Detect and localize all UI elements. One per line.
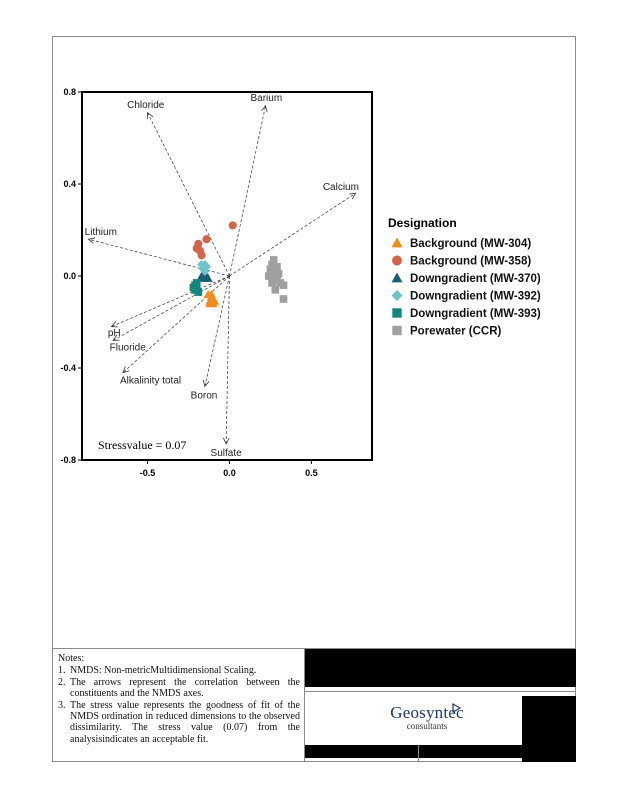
data-point xyxy=(193,279,201,287)
notes-header: Notes: xyxy=(58,653,85,664)
legend-marker xyxy=(392,290,403,301)
y-tick-label: -0.4 xyxy=(60,363,76,373)
legend-label: Background (MW-304) xyxy=(410,238,532,250)
y-tick-label: 0.8 xyxy=(63,87,76,97)
company-logo xyxy=(372,703,482,731)
redacted-block xyxy=(305,649,576,687)
note-number: 3. xyxy=(58,699,66,711)
logo-tagline: consultants xyxy=(406,721,448,731)
note-text: NMDS: Non-metricMultidimensional Scaling. xyxy=(70,665,257,677)
legend-label: Downgradient (MW-392) xyxy=(410,290,541,303)
logo-name: Geosyntec xyxy=(390,703,464,722)
vector-arrow xyxy=(148,113,230,276)
vector-label: Boron xyxy=(190,390,218,402)
legend-marker xyxy=(392,308,401,317)
data-point xyxy=(229,221,237,229)
vector-label: Alkalinity total xyxy=(119,375,182,387)
data-point xyxy=(280,281,288,289)
stress-label: Stressvalue = 0.07 xyxy=(98,438,187,452)
notes-panel xyxy=(52,648,304,762)
vector-arrow xyxy=(123,276,229,373)
vector-label: Lithium xyxy=(84,227,117,239)
vector-label: Fluoride xyxy=(109,342,146,354)
legend-title: Designation xyxy=(388,216,457,230)
data-point xyxy=(191,286,199,294)
y-tick-label: -0.8 xyxy=(60,455,76,465)
data-point xyxy=(272,286,280,294)
redacted-block xyxy=(305,745,522,758)
note-number: 2. xyxy=(58,676,66,688)
vector-arrow xyxy=(229,106,265,276)
legend-marker xyxy=(392,326,401,335)
vector-label: pH xyxy=(107,328,121,340)
note-item xyxy=(58,677,304,700)
data-point xyxy=(202,235,210,243)
y-tick-label: 0.4 xyxy=(63,179,76,189)
data-point xyxy=(280,295,288,303)
note-number: 1. xyxy=(58,665,66,677)
vector-label: Sulfate xyxy=(210,447,242,459)
redacted-block xyxy=(522,696,576,762)
x-tick-label: 0.5 xyxy=(305,468,318,478)
note-item xyxy=(58,665,304,676)
legend-marker xyxy=(392,273,403,283)
note-text: The arrows represent the correlation between the constituents and the NMDS axes. xyxy=(70,676,300,700)
legend-marker xyxy=(392,238,403,248)
vector-arrow xyxy=(113,276,229,340)
note-text: The stress value represents the goodness of fit of the NMDS ordination in reduced dimensions to the observed dissimilarity. The stress value (0.07) from the analysisindicates an acceptable fit. xyxy=(70,699,300,745)
title-block-divider xyxy=(418,745,419,762)
legend-label: Downgradient (MW-370) xyxy=(410,273,541,285)
vector-label: Calcium xyxy=(322,182,359,194)
x-tick-label: -0.5 xyxy=(139,468,156,478)
x-tick-label: 0.0 xyxy=(223,468,236,478)
title-block-divider xyxy=(305,691,576,692)
logo-triangle-icon xyxy=(452,703,462,713)
vector-label: Chloride xyxy=(127,100,165,112)
plot-area-border xyxy=(82,92,372,460)
legend-label: Background (MW-358) xyxy=(410,255,532,268)
data-point xyxy=(198,251,206,259)
note-item xyxy=(58,700,304,746)
legend-label: Downgradient (MW-393) xyxy=(410,308,541,320)
vector-arrow xyxy=(229,193,355,276)
legend-marker xyxy=(392,256,402,266)
legend-label: Porewater (CCR) xyxy=(410,325,502,338)
vector-label: Barium xyxy=(250,92,283,104)
y-tick-label: 0.0 xyxy=(63,271,76,281)
vector-arrow xyxy=(226,276,229,444)
